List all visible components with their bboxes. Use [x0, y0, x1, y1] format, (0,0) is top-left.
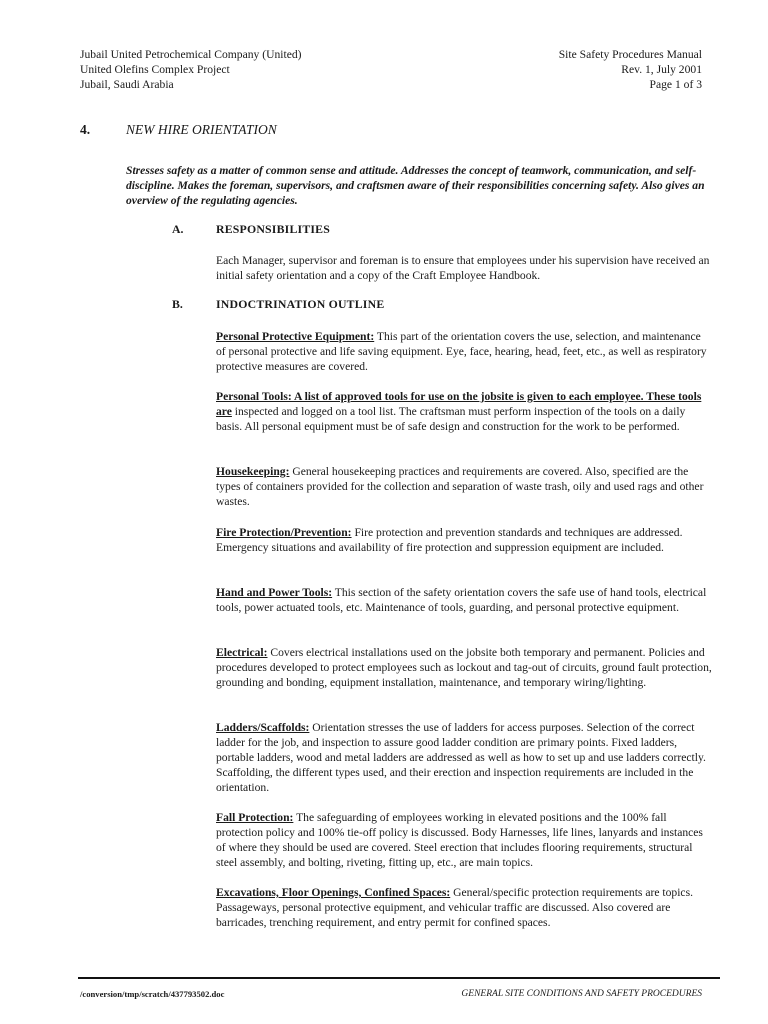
outline-item-hand-power-tools: [216, 585, 712, 615]
outline-item-personal-tools: [216, 389, 712, 434]
outline-item-ladders-scaffolds: [216, 720, 712, 795]
footer-divider: [78, 977, 720, 979]
page-number: Page 1 of 3: [649, 78, 702, 91]
outline-item-lead: Housekeeping:: [216, 465, 290, 478]
outline-item-lead: Fall Protection:: [216, 811, 294, 824]
outline-item-text: This section of the safety orientation covers the safe use of hand tools, electrical tools, power actuated tools, etc. Maintenance of tools, guarding, and personal protective equipment.: [216, 586, 707, 614]
outline-item-text: Orientation stresses the use of ladders for access purposes. Selection of the correct ladder for the job, and inspection to assure good ladder condition are primary points. Fixed ladders, portable ladders, wood and metal ladders are addressed as well as how to set up and use ladders correctly. Scaffolding, the different types used, and their erection and inspection requirements are included in the orientation.: [216, 721, 706, 794]
outline-item-fire-protection: [216, 525, 712, 555]
subsection-a-letter: A.: [172, 222, 184, 236]
outline-item-lead: Personal Protective Equipment:: [216, 330, 375, 343]
revision: Rev. 1, July 2001: [621, 63, 702, 76]
outline-item-lead: Fire Protection/Prevention:: [216, 526, 352, 539]
header-right: [559, 47, 702, 92]
outline-item-lead: Ladders/Scaffolds:: [216, 721, 310, 734]
header-left: [80, 47, 302, 92]
outline-item-text: General housekeeping practices and requirements are covered. Also, specified are the types of containers provided for the collection and separation of waste trash, oily and used rags and other wastes.: [216, 465, 704, 508]
outline-item-text: This part of the orientation covers the use, selection, and maintenance of personal protective and life saving equipment. Eye, face, hearing, head, feet, etc., as well as respiratory protective measures are covered.: [216, 330, 707, 373]
outline-item-text: Covers electrical installations used on the jobsite both temporary and permanent. Policies and procedures developed to protect employees such as lockout and tag-out of circuits, ground fault protection, grounding and bonding, equipment installation, maintenance, and temporary wiring/lighting.: [216, 646, 712, 689]
outline-item-text: General/specific protection requirements are topics. Passageways, personal protective equipment, and vehicular traffic are discussed. Also covered are barricades, trenching requirement, and entry permit for confined spaces.: [216, 886, 693, 929]
subsection-b-letter: B.: [172, 297, 183, 311]
footer-file-path: /conversion/tmp/scratch/437793502.doc: [80, 989, 225, 999]
project-name: United Olefins Complex Project: [80, 63, 230, 76]
subsection-a-title: RESPONSIBILITIES: [216, 222, 331, 236]
subsection-b-title: INDOCTRINATION OUTLINE: [216, 297, 385, 311]
outline-item-text: inspected and logged on a tool list. The craftsman must perform inspection of the tools on a daily basis. All personal equipment must be of safe design and construction for the work to be performed.: [216, 405, 686, 433]
outline-item-lead: Personal Tools: A list of approved tools for use on the jobsite is given to each employee. These tools are: [216, 390, 702, 418]
section-title: NEW HIRE ORIENTATION: [126, 122, 277, 137]
outline-item-lead: Hand and Power Tools:: [216, 586, 333, 599]
outline-item-lead: Electrical:: [216, 646, 268, 659]
footer-document-title: GENERAL SITE CONDITIONS AND SAFETY PROCEDURES: [461, 989, 702, 999]
manual-title: Site Safety Procedures Manual: [558, 48, 702, 61]
outline-item-fall-protection: [216, 810, 712, 870]
location: Jubail, Saudi Arabia: [80, 78, 174, 91]
company-name: Jubail United Petrochemical Company (United): [80, 48, 302, 61]
outline-item-ppe: [216, 329, 712, 374]
outline-item-text: The safeguarding of employees working in elevated positions and the 100% fall protection policy and 100% tie-off policy is discussed. Body Harnesses, life lines, lanyards and instances of where they should be used are covered. Steel erection that includes flooring requirements, structural steel assembly, and bolting, riveting, fitting up, etc., are main topics.: [216, 811, 703, 869]
section-number: 4.: [80, 122, 91, 137]
outline-item-excavations: [216, 885, 712, 930]
outline-item-electrical: [216, 645, 712, 690]
responsibilities-text: Each Manager, supervisor and foreman is to ensure that employees under his supervision have received an initial safety orientation and a copy of the Craft Employee Handbook.: [216, 254, 710, 282]
outline-item-lead: Excavations, Floor Openings, Confined Spaces:: [216, 886, 451, 899]
outline-item-housekeeping: [216, 464, 712, 509]
section-intro: Stresses safety as a matter of common sense and attitude. Addresses the concept of teamwork, communication, and self-discipline. Makes the foreman, supervisors, and craftsmen aware of their responsibilities concerning safety. Also gives an overview of the regulating agencies.: [126, 164, 705, 207]
outline-item-text: Fire protection and prevention standards and techniques are addressed. Emergency situations and availability of fire protection and suppression equipment are included.: [216, 526, 683, 554]
